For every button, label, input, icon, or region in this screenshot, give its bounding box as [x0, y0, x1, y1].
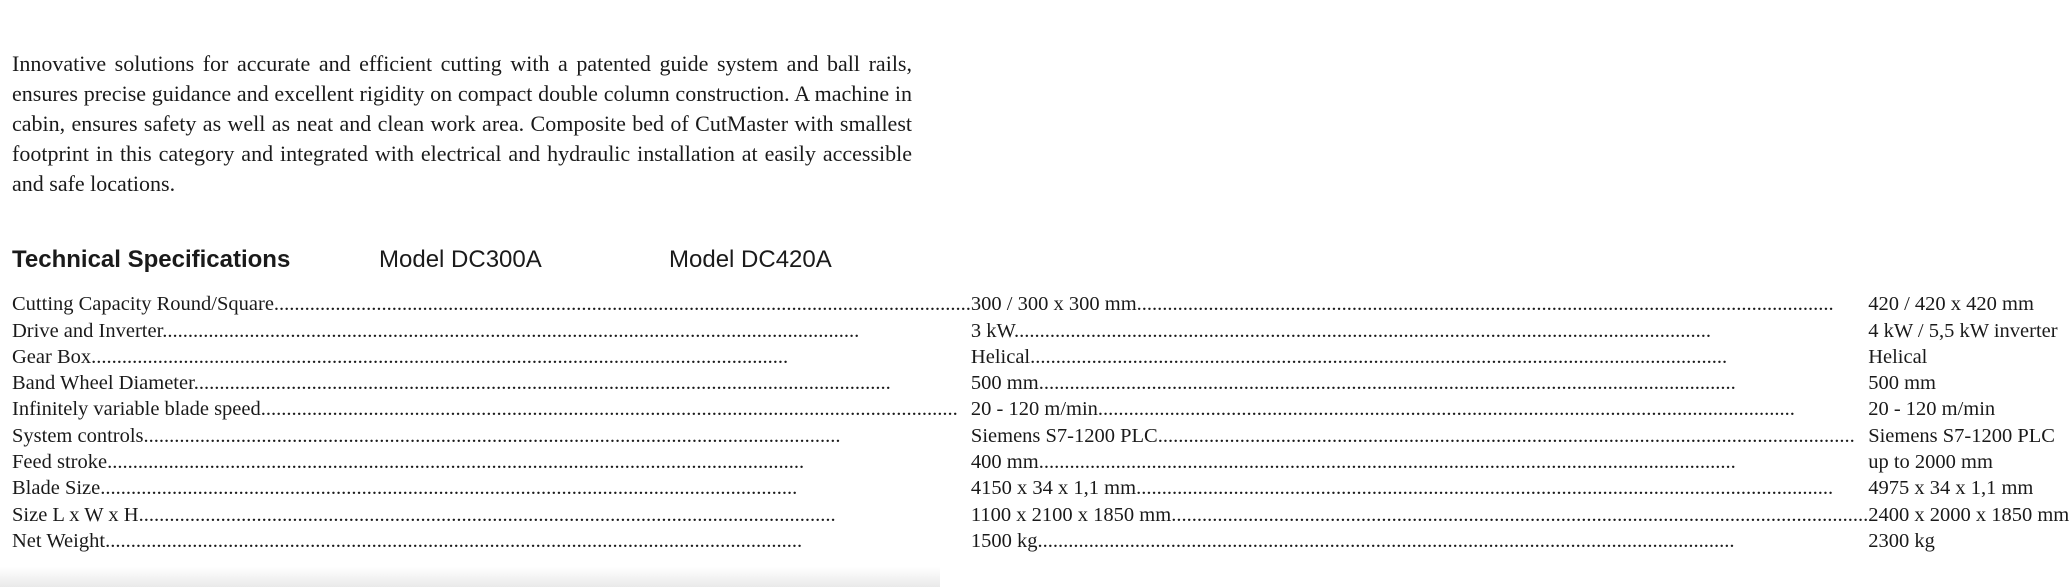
spec-value-dc420a: Helical [1868, 345, 1928, 368]
spec-value-dc420a: 2300 kg [1868, 529, 1935, 552]
spec-label: Feed stroke ..... [12, 449, 971, 475]
spec-row [12, 317, 2069, 343]
spec-row [12, 396, 2069, 422]
spec-value-dc300a: 4150 x 34 x 1,1 mm ..... [971, 475, 1868, 501]
spec-value-dc300a: 500 mm ..... [971, 370, 1868, 396]
spec-value-dc300a: Helical ..... [971, 344, 1868, 370]
spec-row [12, 291, 2069, 317]
model-dc300a-heading: Model DC300A [379, 246, 542, 273]
footer-shade [0, 567, 940, 587]
spec-row [12, 344, 2069, 370]
spec-row [12, 528, 2069, 554]
spec-value-dc420a: 20 - 120 m/min [1868, 398, 1996, 421]
spec-value-dc300a: 400 mm ..... [971, 449, 1868, 475]
spec-row [12, 501, 2069, 527]
spec-value-dc300a: Siemens S7-1200 PLC ..... [971, 423, 1868, 449]
spec-value-dc300a: 1100 x 2100 x 1850 mm ..... [971, 502, 1868, 528]
spec-row [12, 475, 2069, 501]
spec-value-dc420a: 500 mm [1868, 372, 1936, 395]
spec-value-dc420a: 2400 x 2000 x 1850 mm [1868, 503, 2069, 526]
intro-paragraph: Innovative solutions for accurate and efficient cutting with a patented guide system and ball rails, ensures precise guidance and excellent rigidity on compact double column construction. A machine in cabin, ensures safety as well as neat and clean work area. Composite bed of CutMaster with smallest footprint in this category and integrated with electrical and hydraulic installation at easily accessible and safe locations. [12, 51, 912, 196]
spec-label: Band Wheel Diameter ..... [12, 370, 971, 396]
model-dc420a-heading: Model DC420A [669, 246, 832, 273]
spec-value-dc420a: 420 / 420 x 420 mm [1868, 293, 2034, 316]
spec-label: System controls ..... [12, 423, 971, 449]
specs-table [12, 291, 2069, 554]
spec-value-dc300a: 1500 kg ..... [971, 528, 1868, 554]
spec-label: Size L x W x H ..... [12, 502, 971, 528]
spec-value-dc420a: 4975 x 34 x 1,1 mm [1868, 477, 2034, 500]
spec-label: Infinitely variable blade speed ..... [12, 396, 971, 422]
spec-value-dc300a: 20 - 120 m/min ..... [971, 396, 1868, 422]
spec-value-dc420a: Siemens S7-1200 PLC [1868, 424, 2055, 447]
spec-row [12, 370, 2069, 396]
spec-label: Gear Box ..... [12, 344, 971, 370]
spec-value-dc420a: up to 2000 mm [1868, 451, 1993, 474]
spec-label: Blade Size ..... [12, 475, 971, 501]
spec-value-dc300a: 3 kW ..... [971, 318, 1868, 344]
spec-row [12, 449, 2069, 475]
spec-label: Cutting Capacity Round/Square ..... [12, 291, 971, 317]
spec-label: Net Weight ..... [12, 528, 971, 554]
spec-value-dc420a: 4 kW / 5,5 kW inverter [1868, 319, 2058, 342]
specs-title: Technical Specifications [12, 246, 291, 273]
spec-label: Drive and Inverter ..... [12, 318, 971, 344]
spec-value-dc300a: 300 / 300 x 300 mm ..... [971, 291, 1868, 317]
spec-row [12, 422, 2069, 448]
